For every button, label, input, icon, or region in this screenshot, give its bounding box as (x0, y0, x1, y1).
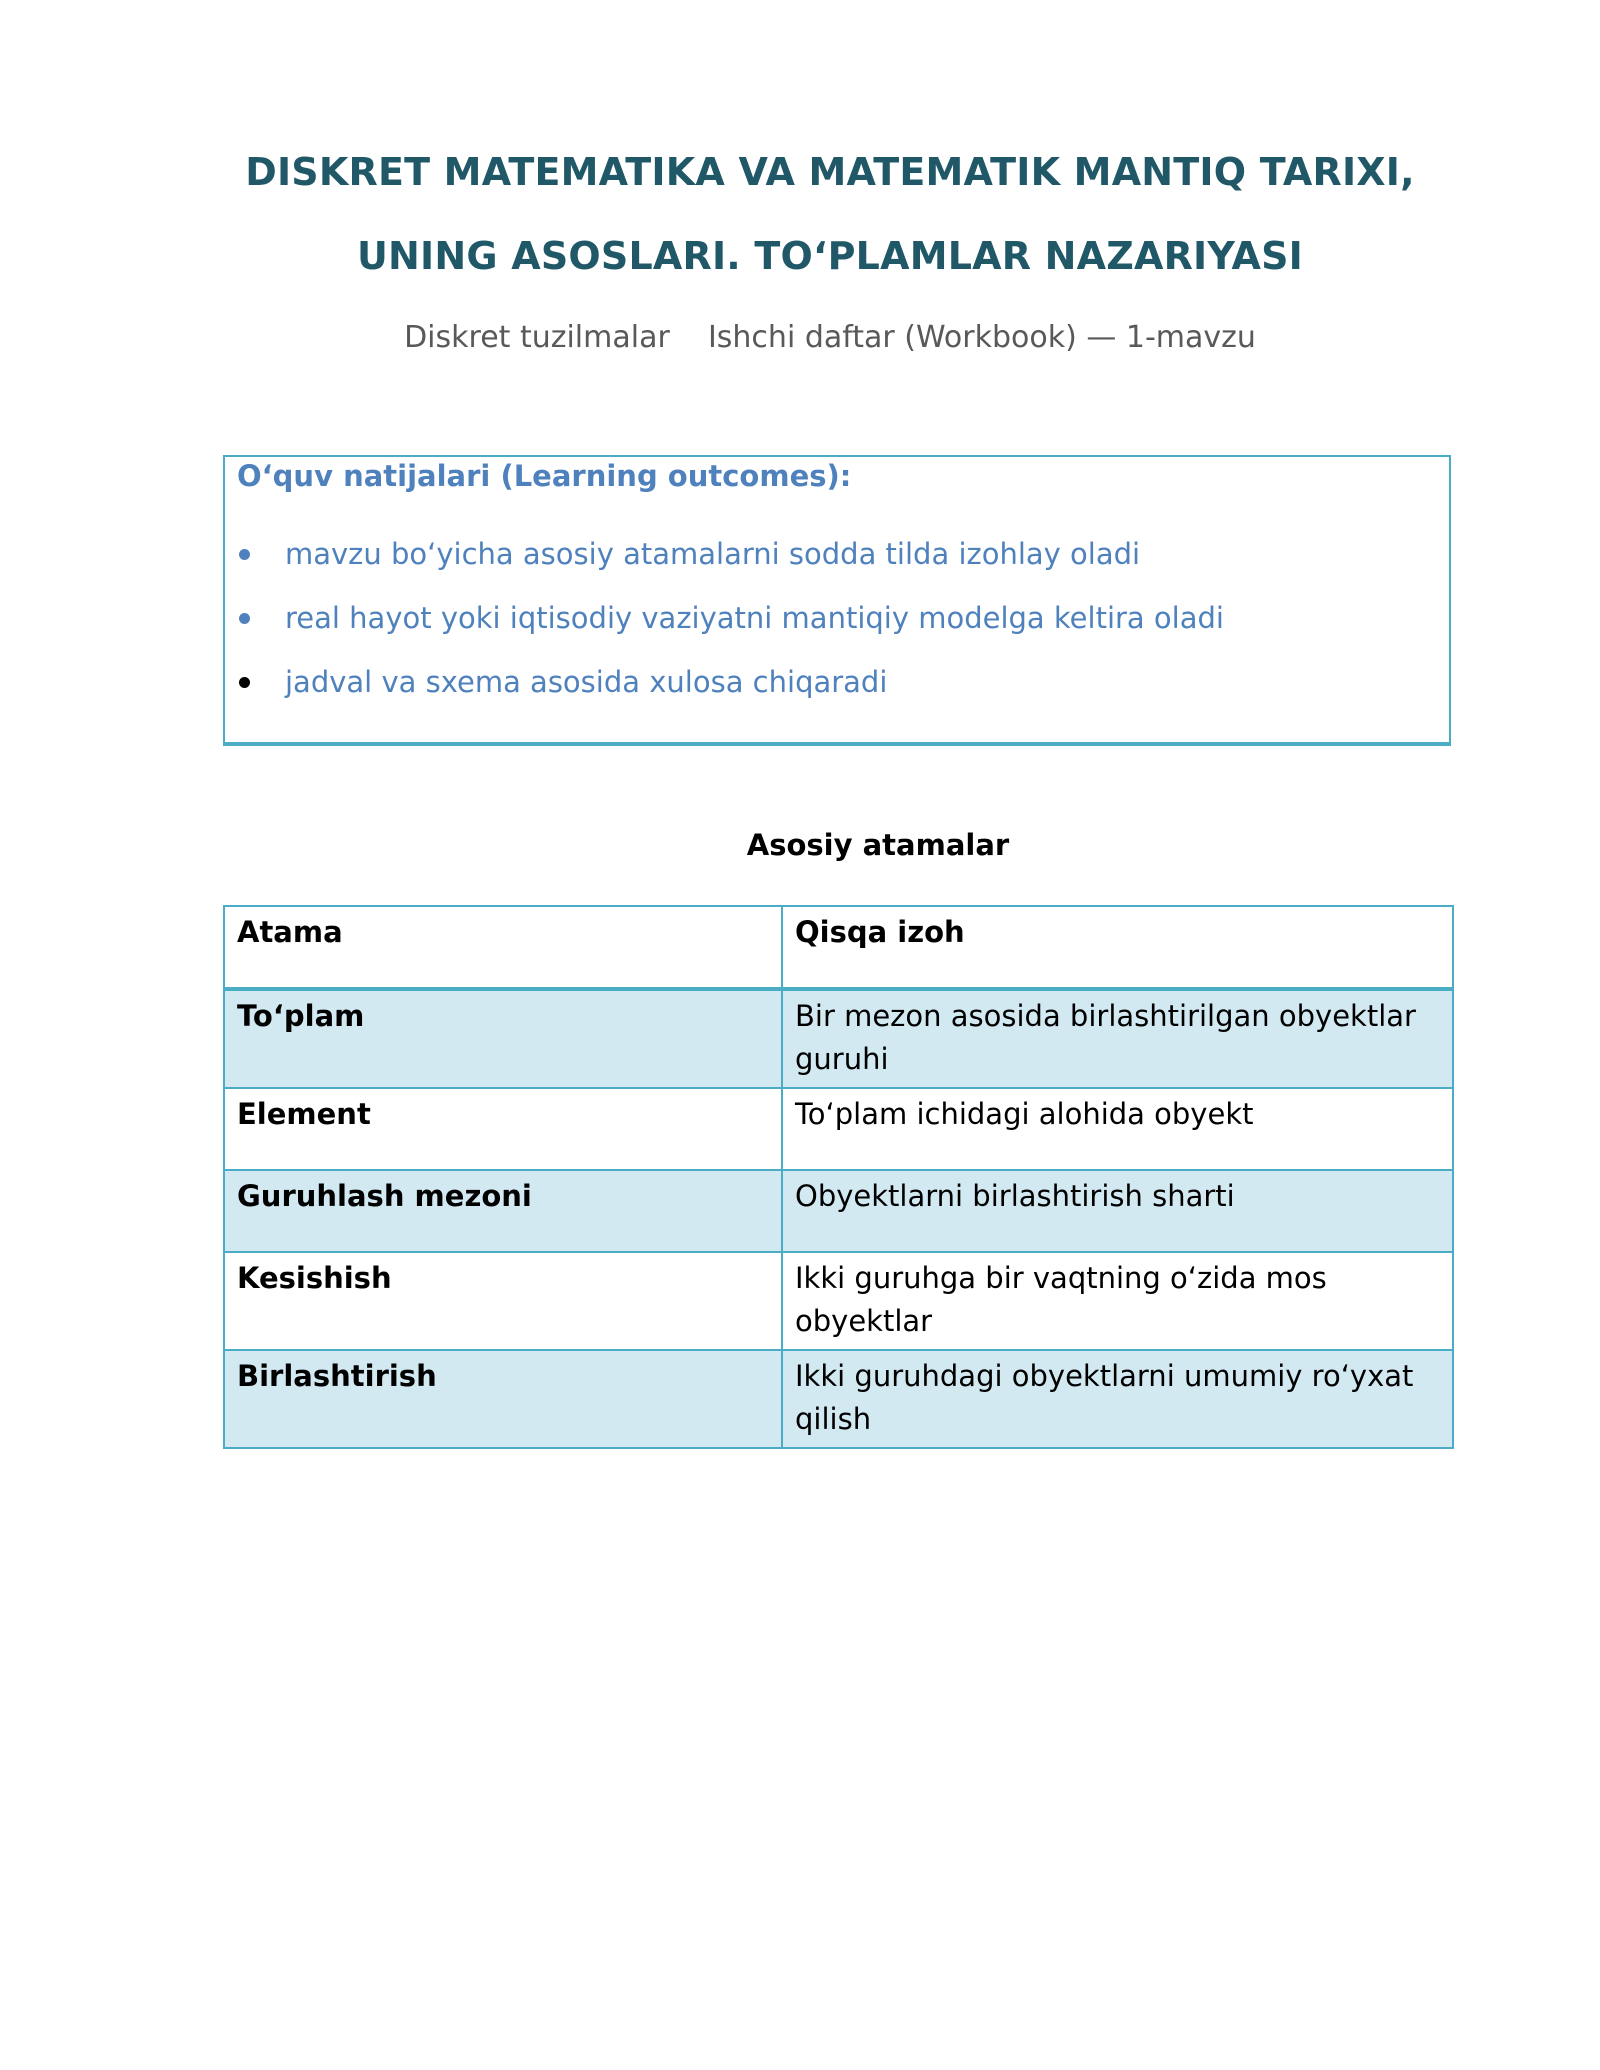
term-cell: Kesishish (224, 1252, 782, 1350)
table-row (224, 989, 1453, 1088)
term-cell: Guruhlash mezoni (224, 1170, 782, 1252)
learning-outcomes-heading: O‘quv natijalari (Learning outcomes): (237, 459, 852, 493)
term-cell: Birlashtirish (224, 1350, 782, 1448)
table-row (224, 1350, 1453, 1448)
definition-cell: Obyektlarni birlashtirish sharti (782, 1170, 1453, 1252)
table-row (224, 1252, 1453, 1350)
bullet-icon (239, 549, 250, 560)
learning-outcome-text: mavzu bo‘yicha asosiy atamalarni sodda tilda izohlay oladi (285, 537, 1141, 571)
bullet-icon (239, 677, 250, 688)
definition-cell: Ikki guruhga bir vaqtning o‘zida mos obyektlar (782, 1252, 1453, 1350)
term-cell: To‘plam (224, 989, 782, 1088)
page-title-line-2: UNING ASOSLARI. TO‘PLAMLAR NAZARIYASI (357, 234, 1303, 278)
table-header-row (224, 906, 1453, 989)
learning-outcome-item (225, 601, 1224, 665)
page-subtitle: Diskret tuzilmalar Ishchi daftar (Workbook) — 1-mavzu (404, 320, 1256, 355)
learning-outcome-item (225, 665, 1224, 729)
definition-cell: To‘plam ichidagi alohida obyekt (782, 1088, 1453, 1170)
column-header-term: Atama (224, 906, 782, 989)
bullet-icon (239, 613, 250, 624)
page-title-line-1: DISKRET MATEMATIKA VA MATEMATIK MANTIQ TARIXI, (245, 150, 1415, 194)
terms-table (223, 905, 1454, 1449)
definition-cell: Bir mezon asosida birlashtirilgan obyektlar guruhi (782, 989, 1453, 1088)
learning-outcomes-box (223, 455, 1451, 746)
learning-outcome-text: jadval va sxema asosida xulosa chiqaradi (285, 665, 888, 699)
table-row (224, 1088, 1453, 1170)
learning-outcome-item (225, 537, 1224, 601)
column-header-definition: Qisqa izoh (782, 906, 1453, 989)
terms-section-heading: Asosiy atamalar (746, 828, 1010, 862)
table-row (224, 1170, 1453, 1252)
learning-outcome-text: real hayot yoki iqtisodiy vaziyatni mantiqiy modelga keltira oladi (285, 601, 1224, 635)
term-cell: Element (224, 1088, 782, 1170)
definition-cell: Ikki guruhdagi obyektlarni umumiy ro‘yxat qilish (782, 1350, 1453, 1448)
learning-outcomes-list (225, 537, 1224, 729)
